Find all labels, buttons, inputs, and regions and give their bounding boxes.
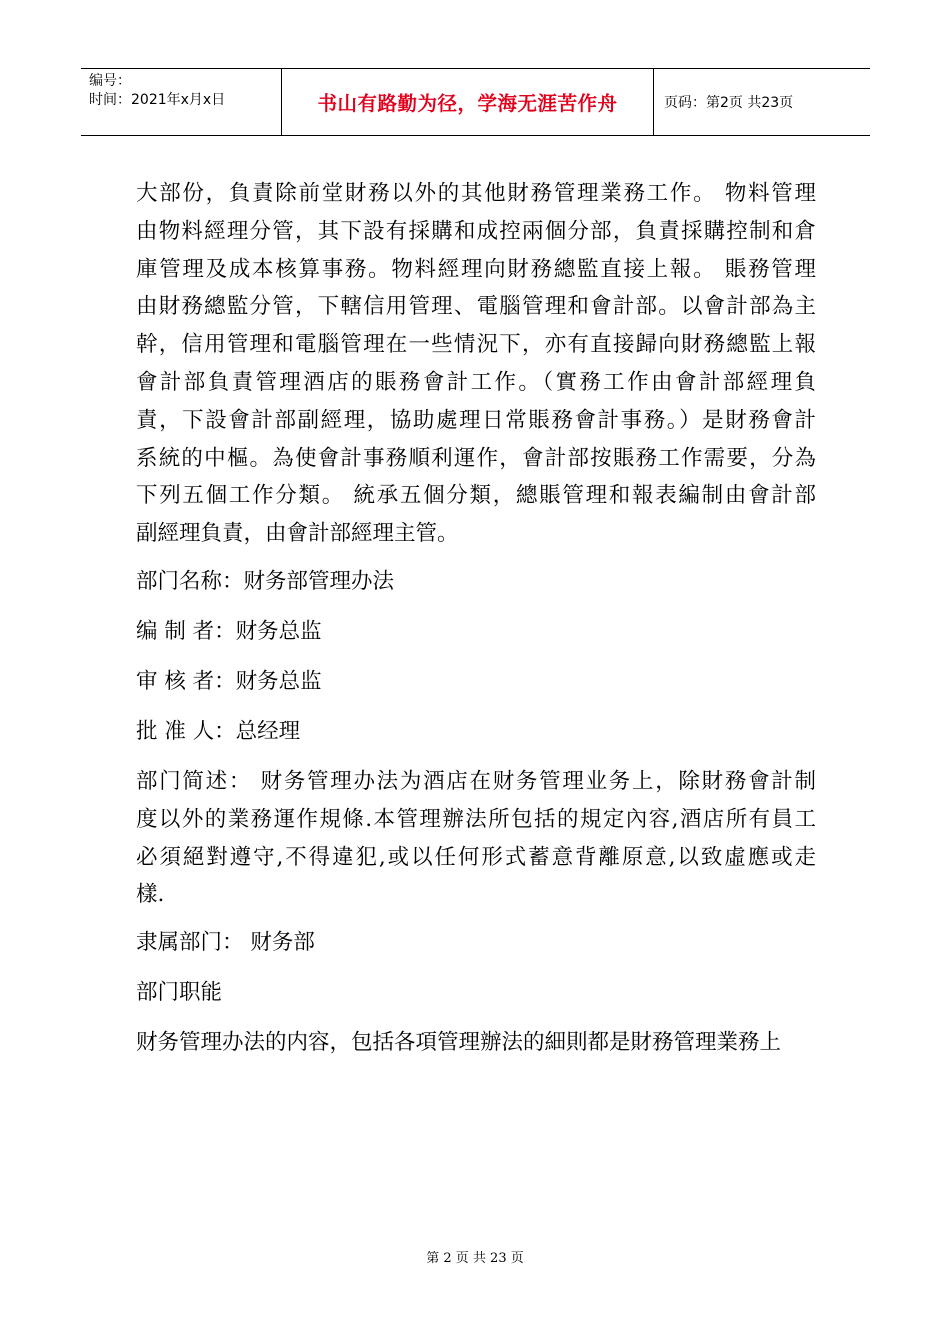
text-line: 由物料經理分管，其下設有採購和成控兩個分部，負責採購控制和倉 (136, 218, 816, 244)
functions-heading: 部门职能 (136, 980, 223, 1006)
affiliation-line: 隶属部门： 财务部 (136, 930, 315, 956)
header-meta-cell (81, 69, 282, 135)
text-line: 大部份，負責除前堂財務以外的其他財務管理業務工作。 物料管理 (136, 181, 816, 206)
document-body (136, 175, 816, 1074)
page-footer: 第 2 页 共 23 页 (426, 1251, 524, 1266)
text-line: 必須絕對遵守,不得違犯,或以任何形式蓄意背離原意,以致虛應或走 (136, 844, 816, 870)
text-line: 會計部負責管理酒店的賬務會計工作。（實務工作由會計部經理負 (136, 369, 816, 395)
text-line: 樣. (136, 882, 165, 908)
text-line: 部门简述： 财务管理办法为酒店在财务管理业务上，除財務會計制 (136, 768, 816, 794)
text-line: 幹，信用管理和電腦管理在一些情況下，亦有直接歸向財務總監上報 (136, 332, 816, 358)
reviewer-line: 审 核 者：财务总监 (136, 668, 322, 694)
body-paragraph-1 (136, 175, 816, 553)
document-date: 时间：2021年x月x日 (89, 92, 226, 108)
text-line: 系統的中樞。為使會計事務順利運作，會計部按賬務工作需要，分為 (136, 445, 816, 471)
text-line: 庫管理及成本核算事務。物料經理向財務總監直接上報。 賬務管理 (136, 256, 816, 282)
compiler-line: 编 制 者：财务总监 (136, 618, 322, 644)
text-line: 由財務總監分管，下轄信用管理、電腦管理和會計部。以會計部為主 (136, 294, 816, 320)
text-line: 度以外的業務運作規條.本管理辦法所包括的規定內容,酒店所有員工 (136, 806, 816, 832)
header-page-info: 页码：第2页 共23页 (664, 95, 794, 111)
document-number-label: 编号： (89, 73, 131, 89)
header-slogan: 书山有路勤为径，学海无涯苦作舟 (282, 69, 654, 135)
text-line: 下列五個工作分類。 統承五個分類，總賬管理和報表編制由會計部 (136, 483, 816, 509)
dept-summary-paragraph (136, 763, 816, 914)
text-line: 副經理負責，由會計部經理主管。 (136, 521, 459, 547)
dept-name-line: 部门名称：财务部管理办法 (136, 568, 395, 594)
functions-text-line: 财务管理办法的内容，包括各項管理辦法的細則都是財務管理業務上 (136, 1030, 782, 1056)
document-header (81, 68, 870, 136)
text-line: 責，下設會計部副經理，協助處理日常賬務會計事務。）是財務會計 (136, 407, 816, 433)
approver-line: 批 准 人：总经理 (136, 718, 301, 744)
